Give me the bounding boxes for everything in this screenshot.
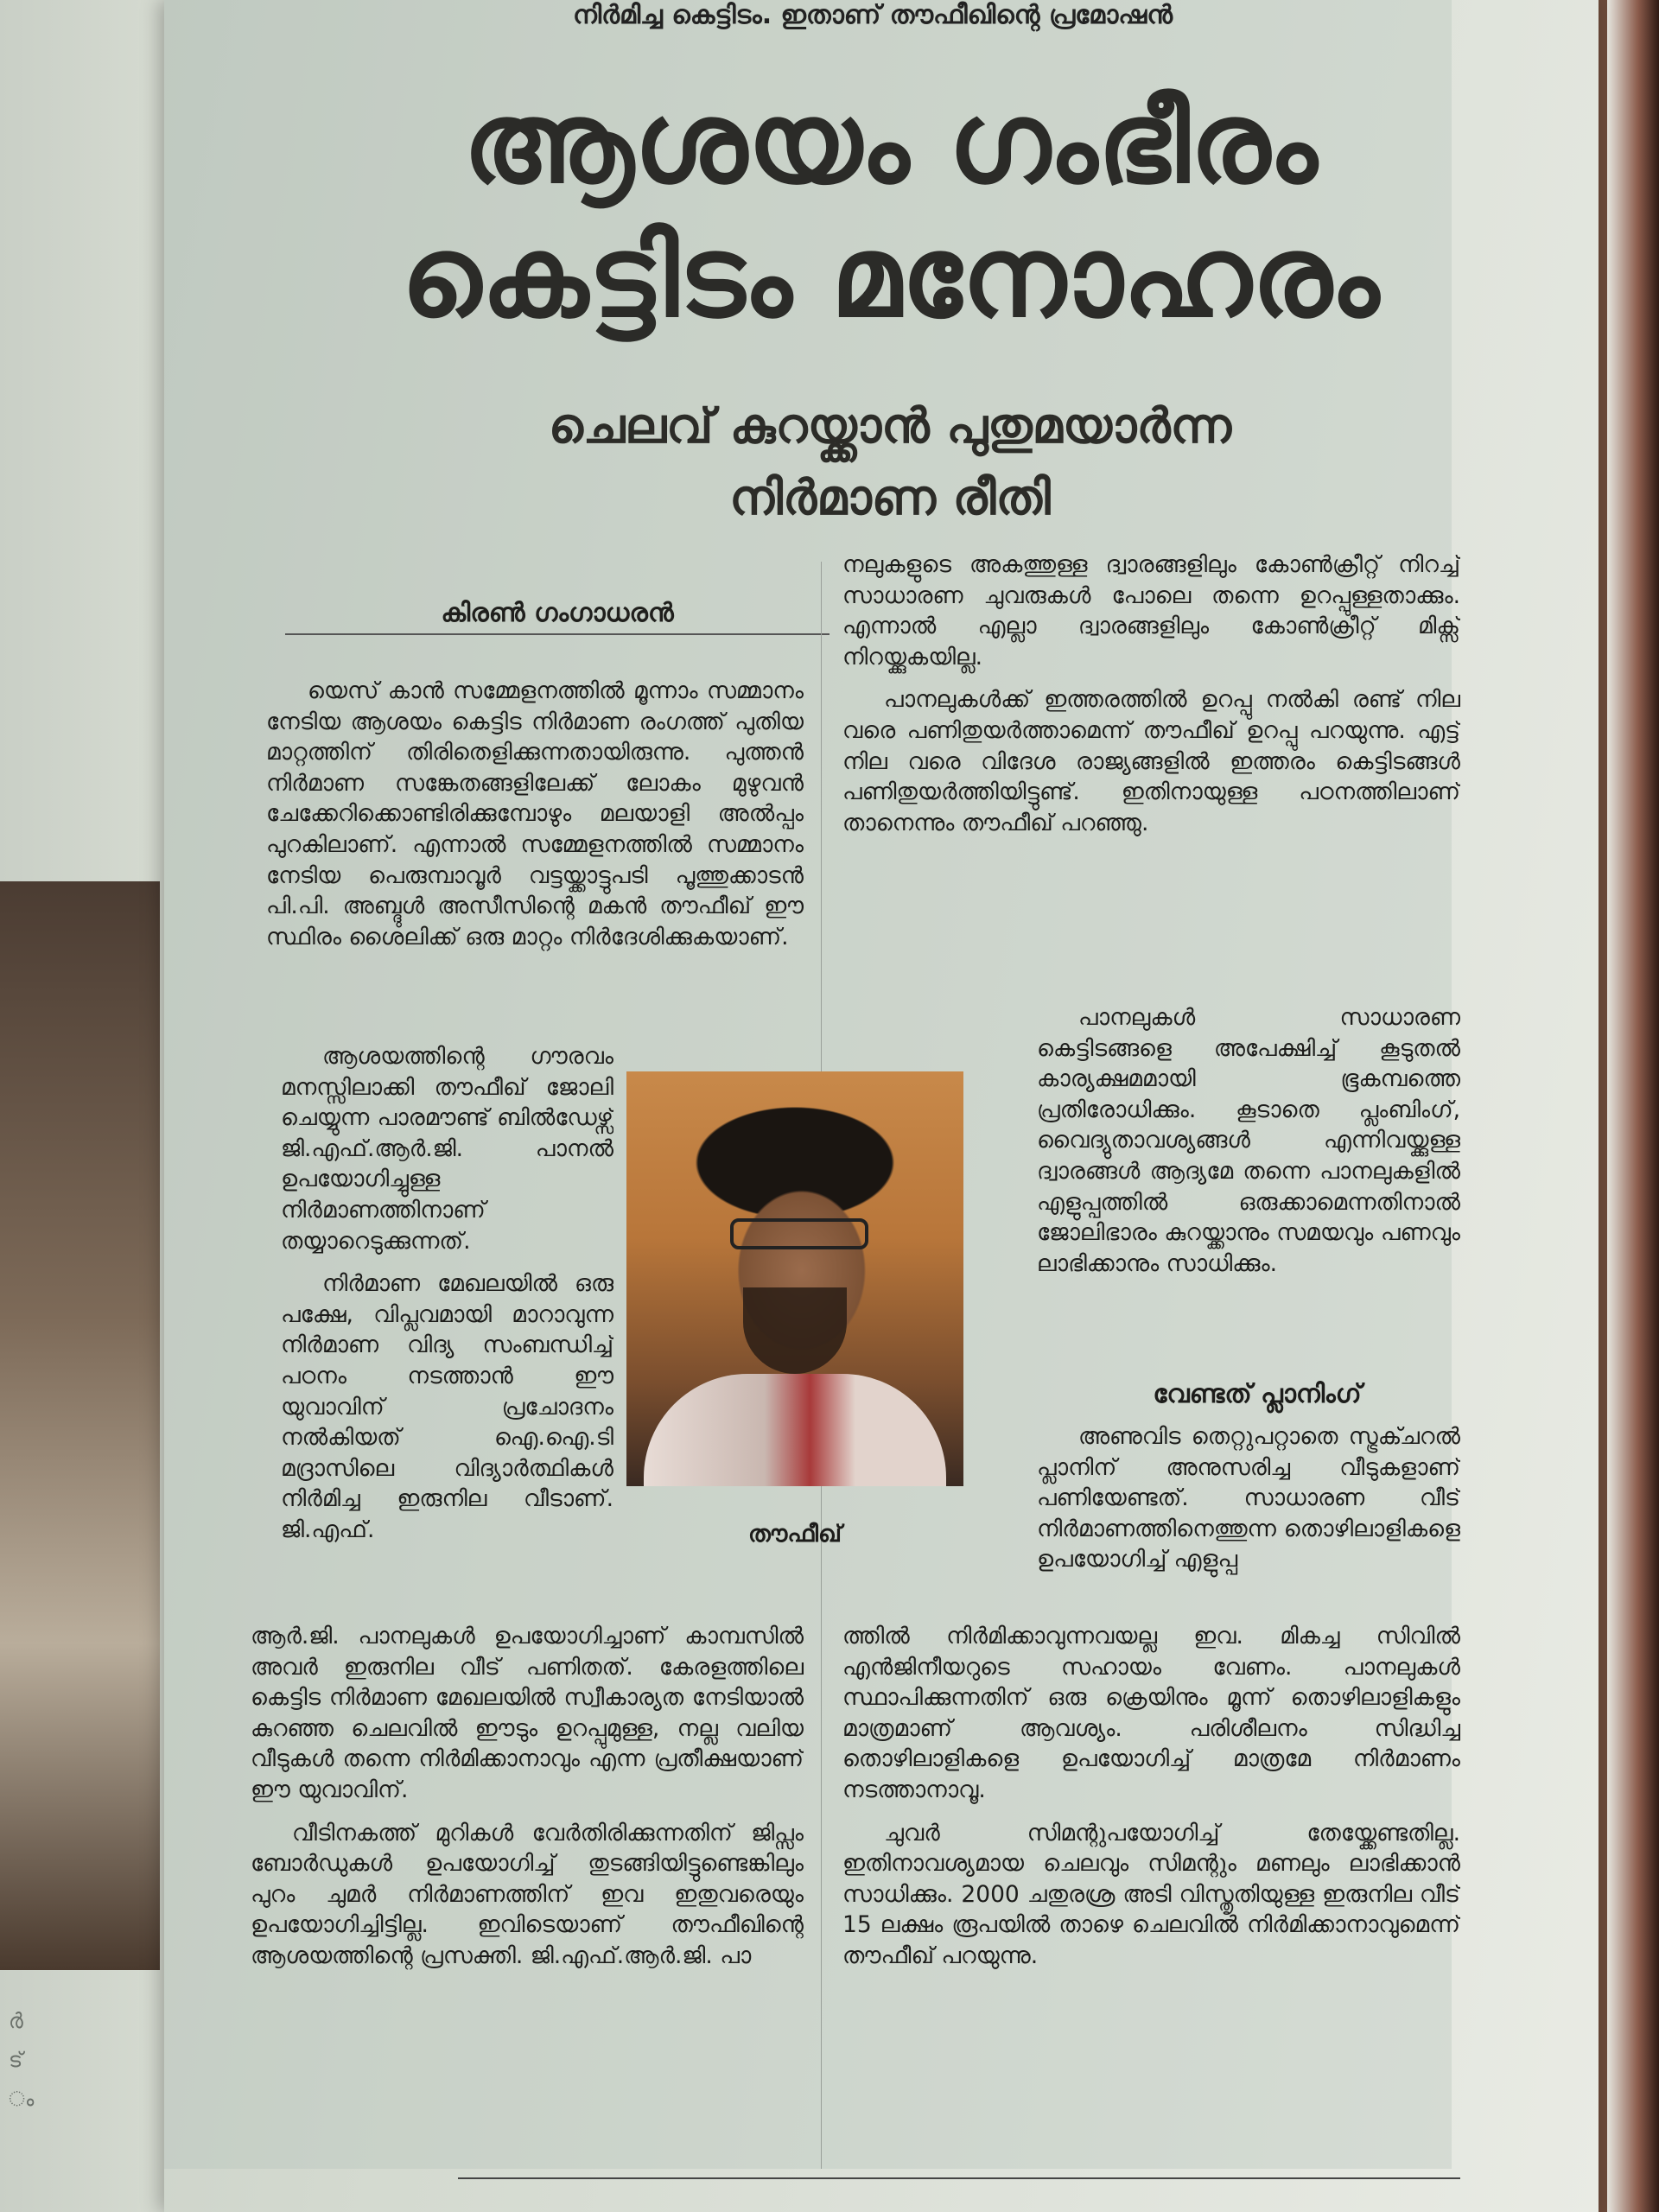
portrait-photo	[626, 1071, 963, 1486]
article-paragraph: ആശയത്തിന്റെ ഗൗരവം മനസ്സിലാക്കി തൗഫീഖ് ജോലി ചെയ്യുന്ന പാരമൗണ്ട് ബിൽഡേഴ്സ് ജി.എഫ്.ആർ.ജി. പാനൽ ഉപയോഗിച്ചുള്ള നിർമാണത്തിനാണ് തയ്യാറെടുക്കുന്നത്.	[281, 1043, 613, 1255]
right-column-middle	[1037, 1002, 1460, 1370]
article-paragraph: ചുവർ സിമന്റുപയോഗിച്ച് തേയ്ക്കേണ്ടതില്ല. ഇതിനാവശ്യമായ ചെലവും സിമന്റും മണലും ലാഭിക്കാൻ സാധിക്കും. 2000 ചതുരശ്ര അടി വിസ്തൃതിയുള്ള ഇരുനില വീട് 15 ലക്ഷം രൂപയിൽ താഴെ ചെലവിൽ നിർമിക്കാനാവുമെന്ന് തൗഫീഖ് പറയുന്നു.	[842, 1819, 1460, 1969]
bottom-rule	[458, 2177, 1460, 2179]
article-paragraph: ത്തിൽ നിർമിക്കാവുന്നവയല്ല ഇവ. മികച്ച സിവിൽ എൻജിനീയറുടെ സഹായം വേണം. പാനലുകൾ സ്ഥാപിക്കുന്നതിന് ഒരു ക്രെയിനും മൂന്ന് തൊഴിലാളികളും മാത്രമാണ് ആവശ്യം. പരിശീലനം സിദ്ധിച്ച തൊഴിലാളികളെ ഉപയോഗിച്ച് മാത്രമേ നിർമാണം നടത്താനാവൂ.	[842, 1623, 1460, 1803]
article-paragraph: ആർ.ജി. പാനലുകൾ ഉപയോഗിച്ചാണ് കാമ്പസിൽ അവർ ഇരുനില വീട് പണിതത്. കേരളത്തിലെ കെട്ടിട നിർമാണ മേഖലയിൽ സ്വീകാര്യത നേടിയാൽ കുറഞ്ഞ ചെലവിൽ ഈടും ഉറപ്പുമുള്ള, നല്ല വലിയ വീടുകൾ തന്നെ നിർമിക്കാനാവും എന്ന പ്രതീക്ഷയാണ് ഈ യുവാവിന്.	[251, 1623, 804, 1803]
background-edge	[1607, 0, 1659, 2212]
right-column-section	[1037, 1421, 1460, 1607]
beard	[743, 1287, 847, 1374]
newspaper-page	[164, 0, 1599, 2212]
adjacent-page-photo	[0, 881, 160, 1970]
subhead-line-1: ചെലവ് കുറയ്ക്കാൻ പുതുമയാർന്ന	[548, 398, 1232, 454]
left-column-narrow	[281, 1041, 613, 1611]
subhead-line-2: നിർമാണ രീതി	[729, 470, 1051, 526]
article-paragraph: അണുവിട തെറ്റുപറ്റാതെ സ്ട്രക്ചറൽ പ്ലാനിന് അനുസരിച്ച വീടുകളാണ് പണിയേണ്ടത്. സാധാരണ വീട് നിർമാണത്തിനെത്തുന്ന തൊഴിലാളികളെ ഉപയോഗിച്ച് എളുപ്പ	[1037, 1423, 1460, 1573]
right-column-top	[842, 550, 1460, 999]
adjacent-page-fragment: ട്	[9, 2048, 23, 2072]
article-paragraph: നലുകളുടെ അകത്തുള്ള ദ്വാരങ്ങളിലും കോൺക്രീറ്റ് നിറച്ച് സാധാരണ ചുവരുകൾ പോലെ തന്നെ ഉറപ്പുള്ളതാക്കും. എന്നാൽ എല്ലാ ദ്വാരങ്ങളിലും കോൺക്രീറ്റ് മിക്സ് നിറയ്ക്കുകയില്ല.	[842, 551, 1460, 671]
adjacent-page-fragment: ം	[9, 2087, 35, 2111]
shirt	[644, 1374, 946, 1486]
article-paragraph: പാനലുകൾക്ക് ഇത്തരത്തിൽ ഉറപ്പു നൽകി രണ്ട് നില വരെ പണിതുയർത്താമെന്ന് തൗഫീഖ് ഉറപ്പു പറയുന്നു. എട്ട് നില വരെ വിദേശ രാജ്യങ്ങളിൽ ഇത്തരം കെട്ടിടങ്ങൾ പണിതുയർത്തിയിട്ടുണ്ട്. ഇതിനായുള്ള പഠനത്തിലാണ് താനെന്നും തൗഫീഖ് പറഞ്ഞു.	[842, 686, 1460, 836]
article-paragraph: യെസ് കാൻ സമ്മേളനത്തിൽ മൂന്നാം സമ്മാനം നേടിയ ആശയം കെട്ടിട നിർമാണ രംഗത്ത് പുതിയ മാറ്റത്തിന് തിരിതെളിക്കുന്നതായിരുന്നു. പുത്തൻ നിർമാണ സങ്കേതങ്ങളിലേക്ക് ലോകം മുഴുവൻ ചേക്കേറിക്കൊണ്ടിരിക്കുമ്പോഴും മലയാളി അൽപ്പം പുറകിലാണ്. എന്നാൽ സമ്മേളനത്തിൽ സമ്മാനം നേടിയ പെരുമ്പാവൂർ വട്ടയ്ക്കാട്ടുപടി പൂത്തുക്കാടൻ പി.പി. അബ്ദുൾ അസീസിന്റെ മകൻ തൗഫീഖ് ഈ സ്ഥിരം ശൈലിക്ക് ഒരു മാറ്റം നിർദേശിക്കുകയാണ്.	[266, 677, 804, 950]
glasses	[730, 1218, 868, 1249]
article-paragraph: വീടിനകത്ത് മുറികൾ വേർതിരിക്കുന്നതിന് ജിപ്സം ബോർഡുകൾ ഉപയോഗിച്ച് തുടങ്ങിയിട്ടുണ്ടെങ്കിലും പുറം ചുമർ നിർമാണത്തിന് ഇവ ഇതുവരെയും ഉപയോഗിച്ചിട്ടില്ല. ഇവിടെയാണ് തൗഫീഖിന്റെ ആശയത്തിന്റെ പ്രസക്തി. ജി.എഫ്.ആർ.ജി. പാ	[251, 1819, 804, 1969]
headline-line-1: ആശയം ഗംഭീരം	[462, 77, 1318, 208]
byline: കിരൺ ഗംഗാധരൻ	[285, 598, 830, 635]
top-strip-text: നിർമിച്ച കെട്ടിടം. ഇതാണ് തൗഫീഖിന്റെ പ്രമോഷൻ	[572, 0, 1173, 30]
section-subheading: വേണ്ടത് പ്ലാനിംഗ്	[1153, 1379, 1362, 1409]
headline-line-2: കെട്ടിടം മനോഹരം	[401, 211, 1379, 342]
article-paragraph: നിർമാണ മേഖലയിൽ ഒരു പക്ഷേ, വിപ്ലവമായി മാറാവുന്ന നിർമാണ വിദ്യ സംബന്ധിച്ച് പഠനം നടത്താൻ ഈ യുവാവിന് പ്രചോദനം നൽകിയത് ഐ.ഐ.ടി മദ്രാസിലെ വിദ്യാർത്ഥികൾ നിർമിച്ച ഇരുനില വീടാണ്. ജി.എഫ്.	[281, 1270, 613, 1543]
photo-caption: തൗഫീഖ്	[748, 1521, 842, 1548]
left-column-bottom	[251, 1621, 804, 2157]
right-column-bottom	[842, 1621, 1460, 2165]
adjacent-page-fragment: ർ	[9, 2009, 23, 2033]
article-paragraph: പാനലുകൾ സാധാരണ കെട്ടിടങ്ങളെ അപേക്ഷിച്ച് കൂടുതൽ കാര്യക്ഷമമായി ഭൂകമ്പത്തെ പ്രതിരോധിക്കും. കൂടാതെ പ്ലംബിംഗ്, വൈദ്യുതാവശ്യങ്ങൾ എന്നിവയ്ക്കുള്ള ദ്വാരങ്ങൾ ആദ്യമേ തന്നെ പാനലുകളിൽ എളുപ്പത്തിൽ ഒരുക്കാമെന്നതിനാൽ ജോലിഭാരം കുറയ്ക്കാനും സമയവും പണവും ലാഭിക്കാനും സാധിക്കും.	[1037, 1004, 1460, 1277]
left-column-top	[266, 676, 804, 1039]
